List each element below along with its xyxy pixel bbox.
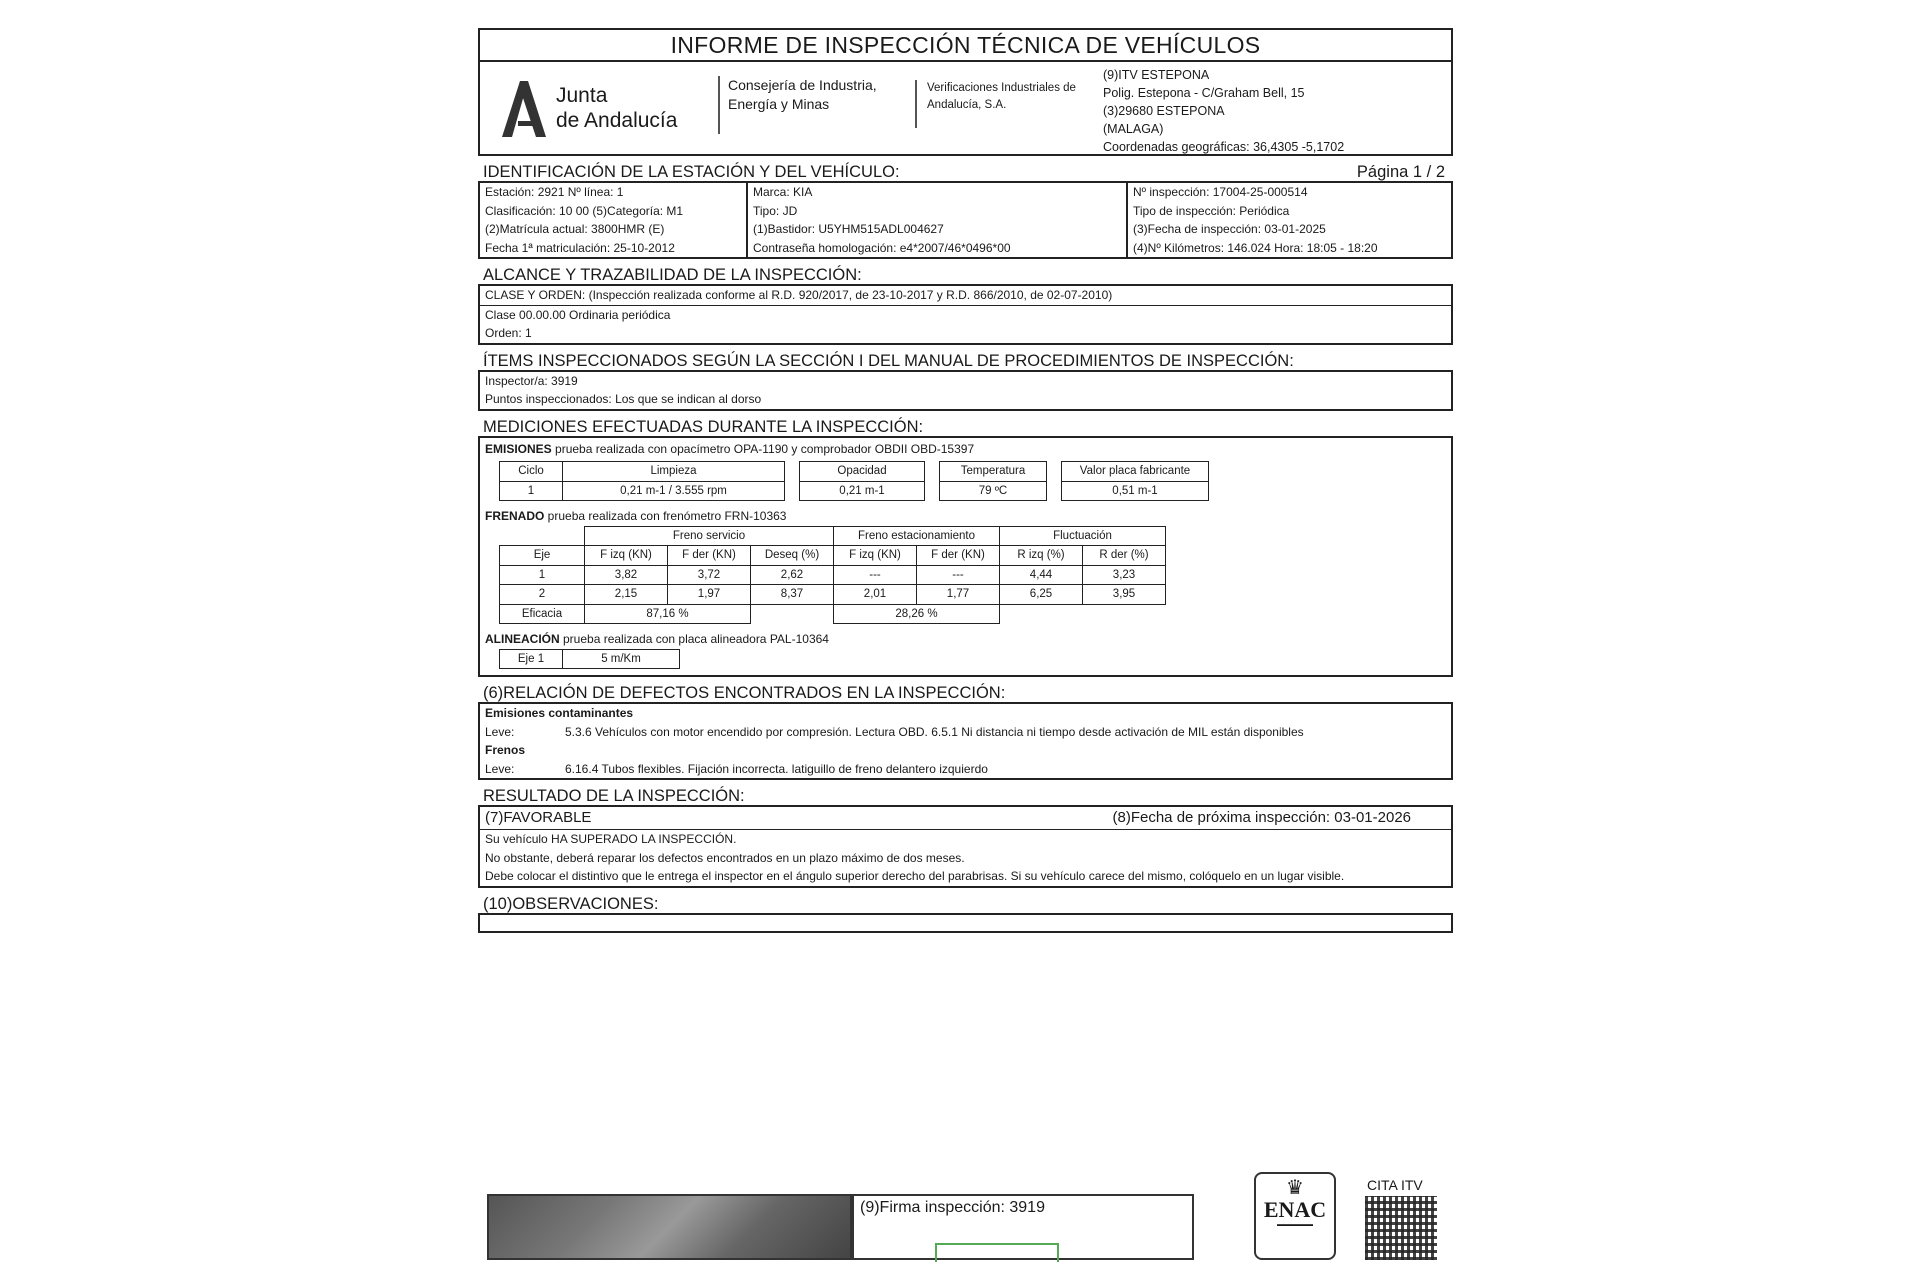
- station-line: (3)29680 ESTEPONA: [1103, 104, 1225, 118]
- report-title: INFORME DE INSPECCIÓN TÉCNICA DE VEHÍCULOS: [478, 28, 1453, 62]
- brakes-text: prueba realizada con frenómetro FRN-10363: [544, 509, 787, 523]
- items-heading: ÍTEMS INSPECCIONADOS SEGÚN LA SECCIÓN I DEL MANUAL DE PROCEDIMIENTOS DE INSPECCIÓN:: [483, 351, 1294, 370]
- ident-field: Clasificación: 10 00 (5)Categoría: M1: [485, 203, 684, 218]
- emissions-tables: [499, 461, 1446, 501]
- result-heading: RESULTADO DE LA INSPECCIÓN:: [483, 787, 745, 805]
- table-row: [500, 565, 1166, 585]
- result-line: No obstante, deberá reparar los defectos encontrados en un plazo máximo de dos meses.: [485, 850, 965, 865]
- ident-field: Fecha 1ª matriculación: 25-10-2012: [485, 240, 675, 255]
- ident-field: Estación: 2921 Nº línea: 1: [485, 185, 624, 199]
- consejeria-line-2: Energía y Minas: [728, 96, 830, 112]
- table-cell: 2: [500, 585, 585, 605]
- defect-text: 5.3.6 Vehículos con motor encendido por compresión. Lectura OBD. 6.5.1 Ni distancia ni tiempo desde activación de MIL están disponibles: [565, 724, 1304, 739]
- table-header: F der (KN): [668, 546, 751, 566]
- station-address: [1103, 66, 1344, 154]
- table-header: Valor placa fabricante: [1062, 462, 1209, 482]
- table-cell: ---: [917, 565, 1000, 585]
- table-cell: 3,23: [1083, 565, 1166, 585]
- table-cell: ---: [834, 565, 917, 585]
- defect-item: [485, 723, 1446, 742]
- cita-itv-label: CITA ITV: [1367, 1177, 1423, 1193]
- defect-level: Leve:: [485, 724, 515, 739]
- station-line: Polig. Estepona - C/Graham Bell, 15: [1103, 86, 1305, 100]
- defect-group-2: Frenos: [485, 743, 526, 757]
- identification-title: IDENTIFICACIÓN DE LA ESTACIÓN Y DEL VEHÍCULO:: [483, 163, 900, 181]
- table-cell: 6,25: [1000, 585, 1083, 605]
- items-line: Inspector/a: 3919: [485, 373, 578, 388]
- ident-field: Contraseña homologación: e4*2007/46*0496*00: [753, 240, 1011, 255]
- table-header: F der (KN): [917, 546, 1000, 566]
- scope-box: [478, 284, 1453, 345]
- junta-logo: [480, 62, 718, 154]
- ident-field: (2)Matrícula actual: 3800HMR (E): [485, 222, 665, 236]
- logo-line-1: Junta: [556, 84, 608, 107]
- alignment-table: [499, 649, 680, 670]
- signature-stamp: [935, 1243, 1059, 1262]
- crown-icon: ♛: [1286, 1177, 1304, 1199]
- consejeria-line-1: Consejería de Industria,: [728, 77, 877, 93]
- table-header: Deseq (%): [751, 546, 834, 566]
- defect-group-title: [485, 704, 1446, 723]
- station-line: (MALAGA): [1103, 122, 1164, 136]
- items-line: Puntos inspeccionados: Los que se indican al dorso: [485, 392, 762, 406]
- brakes-group-header: Freno estacionamiento: [834, 526, 1000, 546]
- enac-wordmark: ENAC: [1263, 1197, 1327, 1222]
- measurements-box: [478, 436, 1453, 678]
- result-verdict: (7)FAVORABLE: [485, 809, 592, 826]
- brakes-label: FRENADO: [485, 509, 545, 523]
- defects-box: [478, 702, 1453, 780]
- verif-line-2: Andalucía, S.A.: [927, 99, 1007, 111]
- result-line: Su vehículo HA SUPERADO LA INSPECCIÓN.: [485, 832, 737, 846]
- table-header: Ciclo: [500, 462, 563, 482]
- table-cell: 3,82: [585, 565, 668, 585]
- table-cell: 79 ºC: [940, 481, 1047, 501]
- ident-field: Tipo: JD: [753, 203, 798, 218]
- defects-heading: (6)RELACIÓN DE DEFECTOS ENCONTRADOS EN LA INSPECCIÓN:: [483, 684, 1006, 702]
- efficiency-label: Eficacia: [500, 604, 585, 624]
- logo-line-2: de Andalucía: [556, 109, 678, 132]
- report-header: [478, 62, 1453, 156]
- emissions-text: prueba realizada con opacímetro OPA-1190 y comprobador OBDII OBD-15397: [551, 441, 975, 456]
- scope-line: Orden: 1: [485, 326, 532, 340]
- items-box: [478, 370, 1453, 411]
- defect-level: Leve:: [485, 761, 515, 776]
- verif-line-1: Verificaciones Industriales de: [927, 82, 1076, 94]
- scope-line: CLASE Y ORDEN: (Inspección realizada conforme al R.D. 920/2017, de 23-10-2017 y R.D. 866/2010, de 02-07-2010): [480, 286, 1451, 306]
- table-cell: 3,95: [1083, 585, 1166, 605]
- table-header: Eje: [500, 546, 585, 566]
- result-summary: [480, 807, 1451, 830]
- page-number: Página 1 / 2: [1356, 163, 1445, 181]
- manufacturer-value-table: [1061, 461, 1209, 501]
- table-cell: 1: [500, 481, 563, 501]
- vehicle-photo: [487, 1194, 852, 1260]
- junta-a-icon: [498, 77, 550, 139]
- station-line: Coordenadas geográficas: 36,4305 -5,1702: [1103, 140, 1345, 154]
- table-header: Opacidad: [800, 462, 925, 482]
- table-cell: 1,77: [917, 585, 1000, 605]
- station-line: (9)ITV ESTEPONA: [1103, 68, 1210, 82]
- table-cell: Eje 1: [500, 649, 563, 669]
- inspection-info: [1128, 183, 1451, 257]
- table-cell: 0,21 m-1: [800, 481, 925, 501]
- brakes-table: [499, 526, 1166, 625]
- table-cell: 1: [500, 565, 585, 585]
- consejeria: [718, 76, 893, 134]
- opacity-table: [799, 461, 925, 501]
- temperature-table: [939, 461, 1047, 501]
- defect-group-1: Emisiones contaminantes: [485, 706, 634, 720]
- identification-heading: [483, 163, 1453, 181]
- table-cell: 1,97: [668, 585, 751, 605]
- scope-heading: ALCANCE Y TRAZABILIDAD DE LA INSPECCIÓN:: [483, 266, 862, 284]
- table-header: Limpieza: [563, 462, 785, 482]
- blank-cell: [500, 526, 585, 546]
- ident-field: (4)Nº Kilómetros: 146.024 Hora: 18:05 - 18:20: [1133, 240, 1378, 255]
- table-cell: 2,62: [751, 565, 834, 585]
- ident-field: (3)Fecha de inspección: 03-01-2025: [1133, 222, 1326, 236]
- ident-field: Tipo de inspección: Periódica: [1133, 203, 1290, 218]
- ident-field: Marca: KIA: [753, 185, 813, 199]
- defect-group-title: [485, 741, 1446, 760]
- brakes-line: [485, 507, 1446, 526]
- measurements-heading: MEDICIONES EFECTUADAS DURANTE LA INSPECCIÓN:: [483, 417, 924, 436]
- emissions-cycle-table: [499, 461, 785, 501]
- defect-item: [485, 760, 1446, 779]
- table-header: F izq (KN): [834, 546, 917, 566]
- table-cell: 2,01: [834, 585, 917, 605]
- qr-code-icon[interactable]: [1365, 1196, 1437, 1260]
- emissions-line: [485, 440, 1446, 459]
- emissions-label: EMISIONES: [485, 441, 552, 456]
- table-cell: 3,72: [668, 565, 751, 585]
- efficiency-service: 87,16 %: [585, 604, 751, 624]
- table-cell: 2,15: [585, 585, 668, 605]
- inspection-report: [478, 28, 1453, 933]
- alignment-text: prueba realizada con placa alineadora PAL-10364: [559, 632, 829, 646]
- ident-field: Nº inspección: 17004-25-000514: [1133, 185, 1308, 199]
- signature-label: (9)Firma inspección: 3919: [860, 1199, 1045, 1216]
- table-row: [500, 585, 1166, 605]
- table-header: Temperatura: [940, 462, 1047, 482]
- enac-subtext-graphic: ▬▬▬▬▬▬: [1277, 1222, 1313, 1228]
- station-info: [480, 183, 748, 257]
- identification-box: [478, 181, 1453, 259]
- table-cell: 5 m/Km: [563, 649, 680, 669]
- vehicle-info: [748, 183, 1128, 257]
- table-cell: 0,51 m-1: [1062, 481, 1209, 501]
- table-cell: 0,21 m-1 / 3.555 rpm: [563, 481, 785, 501]
- scope-line: Clase 00.00.00 Ordinaria periódica: [485, 307, 671, 322]
- brakes-group-header: Fluctuación: [1000, 526, 1166, 546]
- alignment-label: ALINEACIÓN: [485, 632, 560, 646]
- efficiency-parking: 28,26 %: [834, 604, 1000, 624]
- observations-box: [478, 913, 1453, 933]
- result-box: [478, 805, 1453, 888]
- blank-cell: [751, 604, 834, 624]
- observations-heading: (10)OBSERVACIONES:: [483, 894, 659, 913]
- table-header: R izq (%): [1000, 546, 1083, 566]
- result-line: Debe colocar el distintivo que le entrega el inspector en el ángulo superior derecho del parabrisas. Si su vehículo carece del mismo, colóquelo en un lugar visible.: [485, 869, 1345, 883]
- brakes-group-header: Freno servicio: [585, 526, 834, 546]
- table-cell: 8,37: [751, 585, 834, 605]
- next-inspection-date: (8)Fecha de próxima inspección: 03-01-2026: [1112, 809, 1411, 826]
- alignment-line: [485, 630, 1446, 649]
- table-cell: 4,44: [1000, 565, 1083, 585]
- blank-cell: [1000, 604, 1166, 624]
- verificaciones: [915, 80, 1077, 128]
- ident-field: (1)Bastidor: U5YHM515ADL004627: [753, 222, 944, 236]
- efficiency-row: [500, 604, 1166, 624]
- table-header: F izq (KN): [585, 546, 668, 566]
- table-header: R der (%): [1083, 546, 1166, 566]
- defect-text: 6.16.4 Tubos flexibles. Fijación incorrecta. latiguillo de freno delantero izquierdo: [565, 761, 988, 776]
- enac-logo: [1254, 1172, 1336, 1260]
